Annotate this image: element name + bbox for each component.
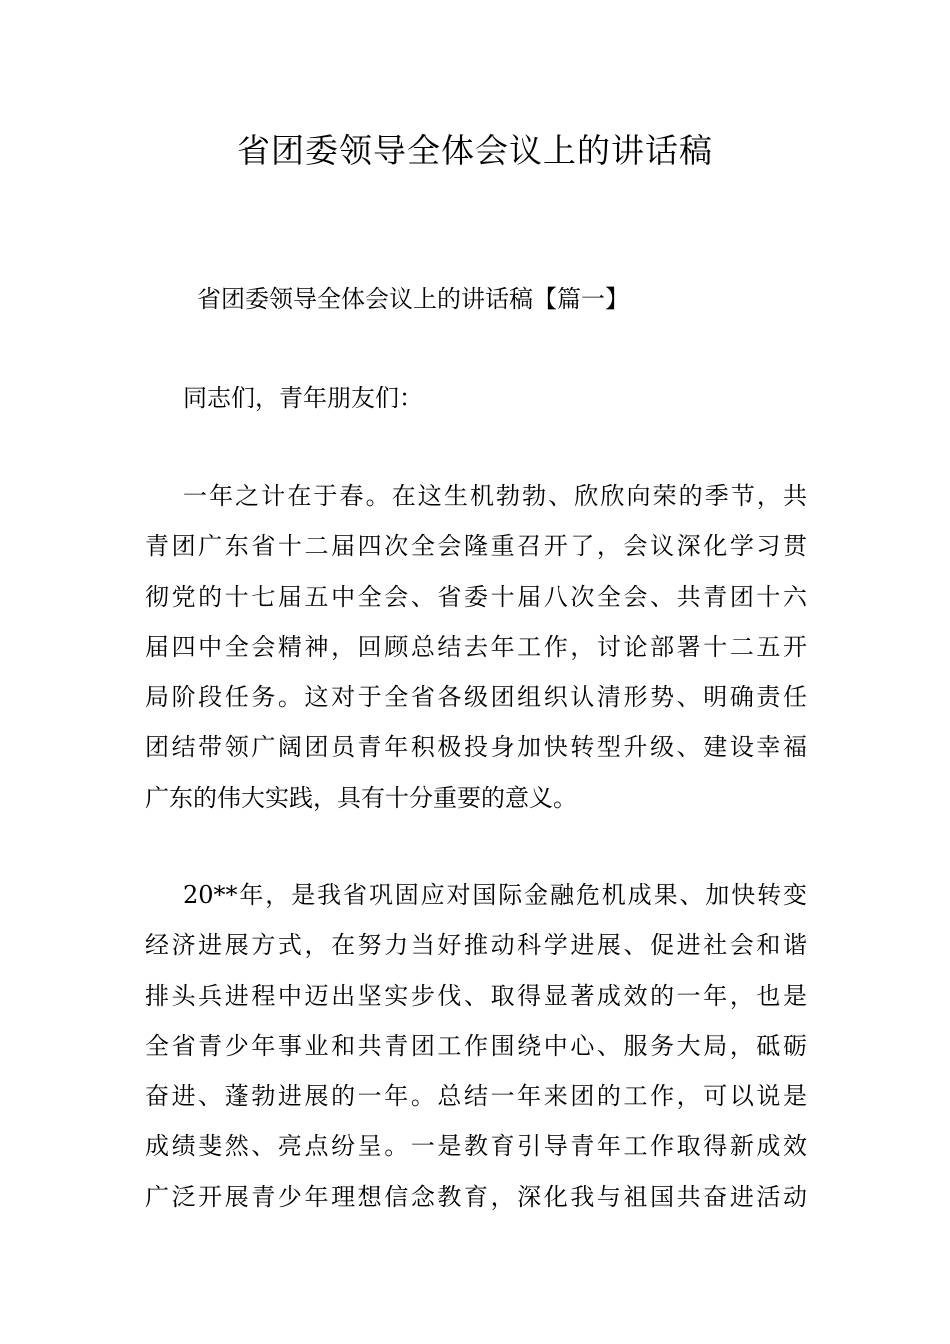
paragraph-2-line: 成绩斐然、亮点纷呈。一是教育引导青年工作取得新成效 xyxy=(145,1132,807,1160)
paragraph-2-line: 奋进、蓬勃进展的一年。总结一年来团的工作，可以说是 xyxy=(145,1082,807,1110)
paragraph-2-line: 排头兵进程中迈出坚实步伐、取得显著成效的一年，也是 xyxy=(145,982,807,1010)
paragraph-2-line: 全省青少年事业和共青团工作围绕中心、服务大局，砥砺 xyxy=(145,1032,807,1060)
paragraph-1-line: 团结带领广阔团员青年积极投身加快转型升级、建设幸福 xyxy=(145,733,807,761)
paragraph-1-line: 届四中全会精神，回顾总结去年工作，讨论部署十二五开 xyxy=(145,633,807,661)
paragraph-1-line: 广东的伟大实践，具有十分重要的意义。 xyxy=(145,784,577,812)
section-heading: 省团委领导全体会议上的讲话稿【篇一】 xyxy=(197,285,629,313)
paragraph-2-line: 经济进展方式，在努力当好推动科学进展、促进社会和谐 xyxy=(145,931,807,959)
document-title: 省团委领导全体会议上的讲话稿 xyxy=(237,131,713,170)
paragraph-2-line: 广泛开展青少年理想信念教育，深化我与祖国共奋进活动 xyxy=(145,1183,807,1211)
paragraph-1-line: 一年之计在于春。在这生机勃勃、欣欣向荣的季节，共 xyxy=(183,482,807,510)
paragraph-1-line: 彻党的十七届五中全会、省委十届八次全会、共青团十六 xyxy=(145,583,807,611)
salutation: 同志们，青年朋友们： xyxy=(183,384,423,412)
paragraph-2-line: 20**年，是我省巩固应对国际金融危机成果、加快转变 xyxy=(183,881,807,909)
paragraph-1-line: 局阶段任务。这对于全省各级团组织认清形势、明确责任 xyxy=(145,683,807,711)
paragraph-1-line: 青团广东省十二届四次全会隆重召开了，会议深化学习贯 xyxy=(145,532,807,560)
